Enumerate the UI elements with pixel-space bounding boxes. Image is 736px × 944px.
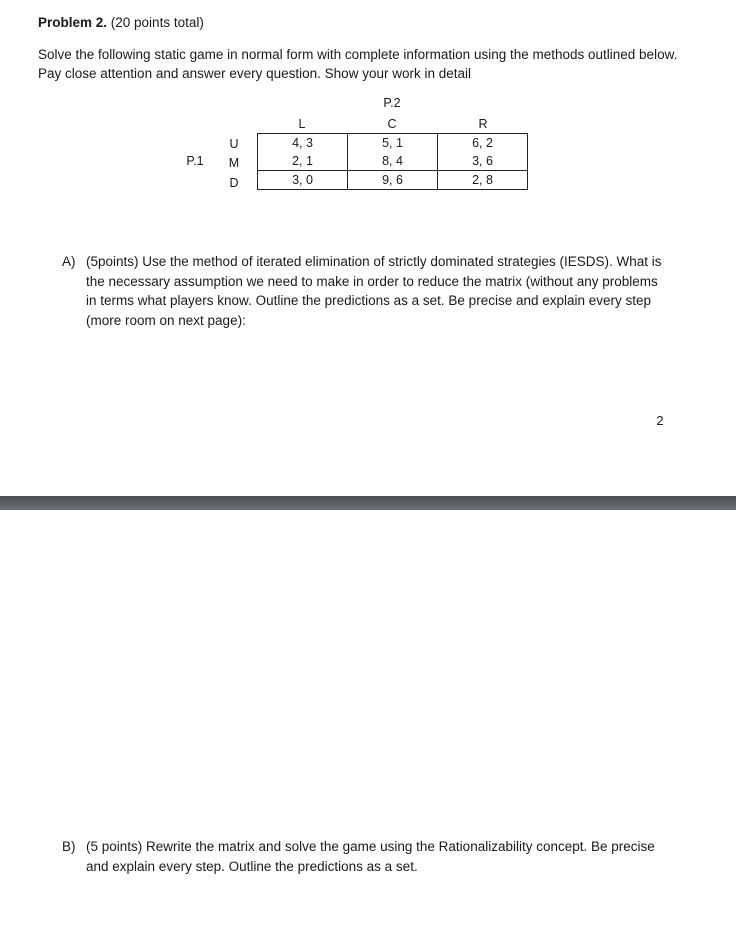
payoff-cell-m-r: 3, 6: [438, 152, 528, 171]
document-page-bottom: [0, 510, 736, 944]
row-label-u: U: [229, 137, 239, 151]
question-a-text: (5points) Use the method of iterated elimination of strictly dominated strategies (IESDS). What is the necessary assumption we need to make in order to reduce the matrix (without any problems in terms what players know. Outline the predictions as a set. Be precise and explain every step (more room on next page):: [86, 254, 662, 328]
payoff-cell-d-c: 9, 6: [348, 171, 438, 190]
question-b-label: B): [62, 839, 76, 854]
payoff-row-d: [258, 171, 528, 190]
row-label-m: M: [228, 156, 240, 170]
page-separator: [0, 496, 736, 510]
question-a-label: A): [62, 254, 76, 269]
problem-intro: Solve the following static game in normal form with complete information using the methods outlined below. Pay close attention and answer every question. Show your work in detail: [38, 47, 678, 81]
payoff-matrix: [257, 133, 528, 190]
payoff-cell-d-r: 2, 8: [438, 171, 528, 190]
row-label-d: D: [229, 176, 239, 190]
problem-title: [38, 15, 204, 30]
payoff-cell-u-c: 5, 1: [348, 134, 438, 153]
payoff-row-m: [258, 152, 528, 171]
player2-label: P.2: [383, 96, 401, 110]
payoff-cell-u-l: 4, 3: [258, 134, 348, 153]
player1-label: P.1: [186, 154, 204, 168]
column-header-c: C: [387, 117, 397, 131]
payoff-row-u: [258, 134, 528, 153]
payoff-cell-d-l: 3, 0: [258, 171, 348, 190]
question-b-text: (5 points) Rewrite the matrix and solve the game using the Rationalizability concept. Be precise and explain every step. Outline the predictions as a set.: [86, 839, 655, 874]
payoff-cell-m-c: 8, 4: [348, 152, 438, 171]
payoff-cell-m-l: 2, 1: [258, 152, 348, 171]
problem-title-bold: Problem 2.: [38, 15, 108, 30]
column-header-r: R: [478, 117, 488, 131]
question-a: [62, 252, 672, 330]
question-b: [62, 837, 672, 876]
column-header-l: L: [298, 117, 306, 131]
page-number: 2: [656, 413, 664, 428]
payoff-cell-u-r: 6, 2: [438, 134, 528, 153]
problem-title-points: (20 points total): [107, 15, 204, 30]
